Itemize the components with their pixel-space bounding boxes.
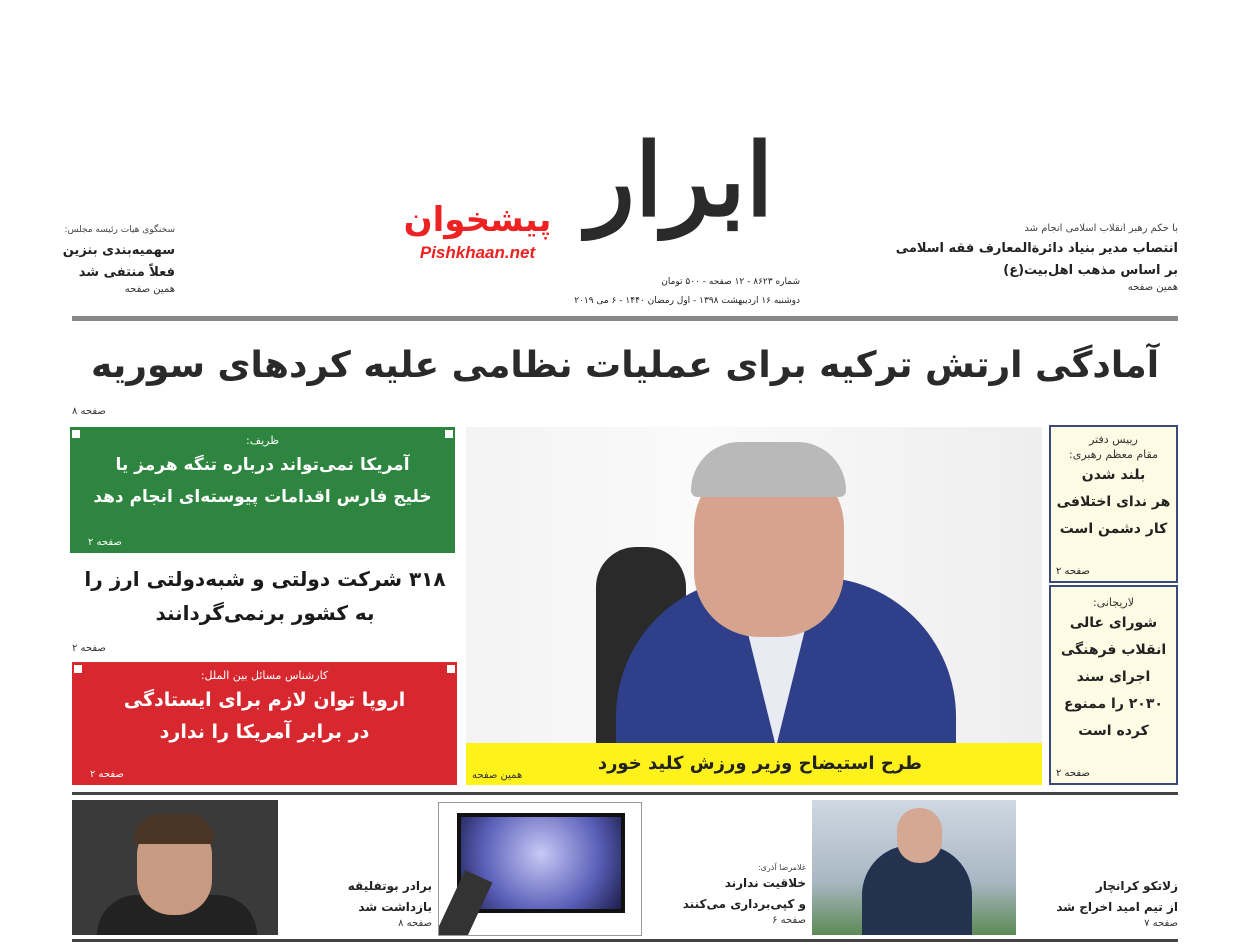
story-kicker: مقام معظم رهبری: (1069, 448, 1158, 461)
watermark-fa: پیشخوان (403, 200, 552, 240)
story-line: اجرای سند (1076, 669, 1151, 685)
bottom-story-3[interactable] (282, 876, 432, 930)
story-line: خلیج فارس اقدامات پیوسته‌ای انجام دهد (93, 487, 432, 507)
story-line: شورای عالی (1069, 615, 1158, 631)
watermark-en: Pishkhaan.net (419, 243, 536, 262)
story-kicker: رییس دفتر (1089, 433, 1138, 446)
story-line: بازداشت شد (358, 900, 432, 914)
issue-line: شماره ۸۶۲۳ - ۱۲ صفحه - ۵۰۰ تومان (661, 277, 800, 287)
green-story-box[interactable] (70, 427, 455, 553)
bouteflika-brother-photo[interactable] (72, 800, 278, 935)
story-line: هر ندای اختلافی (1056, 494, 1171, 510)
story-line: و کپی‌برداری می‌کنند (682, 897, 806, 911)
side-story-1[interactable] (1049, 425, 1178, 583)
story-line: زلاتکو کرانچار (1095, 879, 1178, 893)
story-line: انقلاب فرهنگی (1060, 642, 1167, 658)
page-ref: صفحه ۲ (88, 537, 122, 548)
corner-ornament (72, 430, 80, 438)
story-line: برادر بوتفلیقه (347, 879, 432, 893)
date-line: دوشنبه ۱۶ اردیبهشت ۱۳۹۸ - اول رمضان ۱۴۴۰ - ۶ می ۲۰۱۹ (574, 296, 800, 306)
page-ref: صفحه ۸ (72, 406, 106, 417)
pishkhaan-watermark (400, 198, 555, 264)
minister-photo[interactable] (466, 427, 1042, 743)
corner-ornament (74, 665, 82, 673)
story-kicker: کارشناس مسائل بین الملل: (200, 669, 329, 682)
hair-shape (691, 442, 846, 497)
page-ref: همین صفحه (1127, 282, 1178, 293)
face-shape (897, 808, 942, 863)
red-story-box[interactable] (72, 662, 457, 785)
newspaper-logo: ابرار (586, 121, 774, 239)
teaser-line: بر اساس مذهب اهل‌بیت(ع) (1003, 263, 1178, 278)
divider (72, 792, 1178, 795)
story-line: آمریکا نمی‌تواند درباره تنگه هرمز یا (115, 455, 410, 475)
coach-photo[interactable] (812, 800, 1016, 935)
story-line: به کشور برنمی‌گردانند (155, 601, 375, 625)
hair-shape (134, 814, 214, 844)
corner-ornament (447, 665, 455, 673)
black-story[interactable] (68, 562, 462, 630)
story-line: کار دشمن است (1059, 521, 1168, 537)
page-ref: همین صفحه (124, 284, 175, 295)
page-ref: صفحه ۷ (1144, 918, 1178, 929)
photo-caption-bar[interactable] (466, 743, 1042, 785)
tv-photo[interactable] (438, 802, 642, 936)
story-kicker: لاریجانی: (1092, 596, 1135, 609)
story-line: ۲۰۳۰ را ممنوع (1064, 696, 1163, 712)
bottom-story-2[interactable] (648, 862, 806, 927)
main-headline[interactable]: آمادگی ارتش ترکیه برای عملیات نظامی علیه کردهای سوریه (90, 345, 1160, 386)
teaser-left[interactable] (40, 224, 175, 296)
teaser-kicker: با حکم رهبر انقلاب اسلامی انجام شد (1024, 223, 1178, 234)
page-ref: همین صفحه (472, 770, 523, 781)
story-line: اروپا توان لازم برای ایستادگی (123, 689, 406, 711)
story-line: از تیم امید اخراج شد (1056, 900, 1178, 914)
page-ref: صفحه ۲ (90, 769, 124, 780)
story-line: در برابر آمریکا را ندارد (159, 721, 370, 743)
story-line: خلاقیت ندارند (724, 876, 806, 890)
divider (72, 316, 1178, 321)
teaser-kicker: سخنگوی هیات رئیسه مجلس: (64, 225, 175, 235)
side-story-2[interactable] (1049, 585, 1178, 785)
page-ref: صفحه ۲ (1056, 566, 1090, 577)
page-ref: صفحه ۲ (72, 643, 106, 654)
divider (72, 939, 1178, 942)
photo-caption: طرح استیضاح وزیر ورزش کلید خورد (597, 753, 922, 774)
teaser-line: انتصاب مدیر بنیاد دائرةالمعارف فقه اسلامی (895, 241, 1178, 256)
story-kicker: غلامرضا آذری: (757, 863, 806, 872)
page-ref: صفحه ۶ (772, 915, 806, 926)
story-kicker: ظریف: (246, 434, 279, 447)
bottom-story-1[interactable] (1020, 876, 1178, 930)
teaser-line: فعلاً منتفی شد (78, 265, 175, 280)
teaser-line: سهمیه‌بندی بنزین (62, 243, 175, 258)
page-ref: صفحه ۲ (1056, 768, 1090, 779)
story-line: کرده است (1078, 723, 1149, 739)
story-line: بلند شدن (1081, 467, 1146, 483)
page-ref: صفحه ۸ (398, 918, 432, 929)
story-line: ۳۱۸ شرکت دولتی و شبه‌دولتی ارز را (84, 567, 446, 591)
corner-ornament (445, 430, 453, 438)
teaser-right[interactable] (840, 222, 1178, 294)
